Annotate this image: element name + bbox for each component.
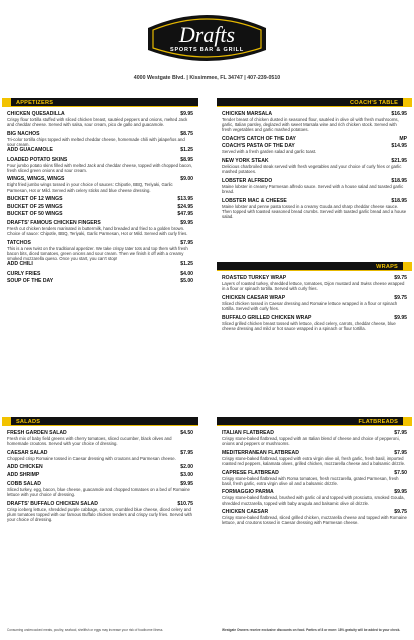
menu-item-price: $7.95: [180, 449, 193, 456]
menu-item-name: CHICKEN QUESADILLA: [7, 111, 65, 117]
menu-item-price: $9.95: [180, 480, 193, 487]
menu-item-description: Crispy stone-baked flatbread, brushed with garlic oil and topped with prosciutto, smoked Gouda, shredded mozzarella, topped with baby arugula and balsamic olive oil drizzle.: [222, 495, 405, 506]
menu-item-price: $4.00: [180, 270, 193, 277]
menu-item-description: Maine lobster in creamy Parmesan alfredo sauce. Served with a house salad and toasted garlic bread.: [222, 183, 404, 194]
menu-item-price: $7.95: [394, 449, 407, 456]
menu-item: [222, 143, 407, 154]
menu-item-name: FORMAGGIO PARMA: [222, 489, 274, 496]
menu-item: [7, 501, 193, 523]
menu-item: [222, 136, 407, 142]
menu-item: [7, 240, 193, 268]
menu-item-name: COACH'S PASTA OF THE DAY: [222, 143, 295, 150]
appetizers-section: [2, 98, 198, 286]
menu-item: [222, 158, 407, 174]
menu-item-name: CAESAR SALAD: [7, 449, 48, 456]
coaches-title: COACH'S TABLE: [350, 99, 398, 106]
menu-item: [7, 220, 193, 236]
menu-item: [7, 472, 193, 478]
bar-accent: [403, 262, 412, 271]
menu-item-description: Sliced chicken tossed in Caesar dressing and Romaine lettuce wrapped in a flour or spinach tortilla. Served with curly fries.: [222, 300, 398, 311]
appetizers-header-bar: [2, 98, 198, 107]
menu-item-price: $8.75: [180, 130, 193, 137]
menu-item-name: COBB SALAD: [7, 480, 41, 487]
menu-item: [222, 111, 407, 133]
menu-item-name: CHICKEN MARSALA: [222, 111, 273, 117]
coaches-header-bar: [217, 98, 412, 107]
menu-item-price: $9.95: [394, 489, 407, 496]
flatbreads-section: [217, 417, 412, 529]
menu-item: [7, 430, 193, 446]
menu-item-name: DRAFTS' FAMOUS CHICKEN FINGERS: [7, 219, 101, 226]
menu-item-price: $9.75: [394, 294, 407, 301]
menu-item-price: $9.95: [180, 219, 193, 226]
footer-owners-note: Westgate Owners receive exclusive discounts on food. Parties of 8 or more: 18% gratuity will be added to your check.: [222, 628, 401, 632]
menu-item-name: BUCKET OF 25 WINGS: [7, 203, 63, 210]
appetizers-title: APPETIZERS: [16, 99, 54, 106]
footer-disclaimer: Consuming undercooked meats, poultry, seafood, shellfish or eggs may increase your risk of foodborne illness.: [7, 628, 164, 632]
menu-item-description: Delicious charbroiled steak served with fresh vegetables and your choice of curly fries or garlic mashed potatoes.: [222, 163, 402, 175]
wraps-section: [217, 262, 412, 334]
menu-item-price: $4.50: [180, 430, 193, 436]
wraps-list: [217, 271, 412, 331]
menu-item-name: ROASTED TURKEY WRAP: [222, 275, 287, 281]
menu-item-price: $14.95: [391, 143, 407, 150]
menu-item-name: TATCHOS: [7, 239, 31, 246]
menu-item: [222, 509, 407, 525]
menu-item-description: Layers of roasted turkey, shredded lettuce, tomatoes, Dijon mustard and Swiss cheese wrapped in a flour or spinach tortilla. Served with curly fries.: [222, 281, 405, 292]
menu-item-description: Tender breast of chicken dusted in seasoned flour, sautéed in olive oil with fresh mushrooms, garlic, Italian parsley, deglazed with sweet Marsala wine and rich chicken stock. Served with fresh vegetables and garlic mashed potatoes.: [222, 117, 399, 133]
salads-list: [2, 426, 198, 522]
coaches-list: [217, 107, 412, 219]
menu-item-header: [7, 211, 193, 217]
address-line: 4000 Westgate Blvd. | Kissimmee, FL 34747 | 407-239-0510: [133, 75, 281, 81]
salads-section: [2, 417, 198, 526]
menu-item-price: $18.95: [391, 177, 407, 184]
menu-item-name: NEW YORK STEAK: [222, 157, 269, 164]
menu-item-name: BUCKET OF 12 WINGS: [7, 196, 63, 203]
addon-name: ADD GUACAMOLE: [7, 147, 53, 154]
menu-item-description: Four jumbo potato skins filled with melted Jack and cheddar cheese, topped with chopped bacon, fresh sliced green onions and sour cream.: [7, 162, 193, 173]
menu-item-description: Crispy stone-baked flatbread, topped with an Italian blend of cheese and choice of pepperoni, onions and peppers or mushrooms.: [222, 436, 400, 447]
menu-item-price: $8.95: [180, 156, 193, 163]
menu-item-name: CAPRESE FLATBREAD: [222, 469, 279, 476]
menu-item-name: ADD CHICKEN: [7, 464, 43, 471]
menu-item-description: Tri-color tortilla chips topped with melted cheddar cheese, homemade chili with jalapeños and sour cream.: [7, 136, 185, 147]
wraps-title: WRAPS: [376, 263, 398, 270]
menu-item-name: CHICKEN CAESAR: [222, 509, 269, 516]
menu-item-header: [7, 204, 193, 210]
menu-item-addon: [7, 261, 193, 267]
menu-item-price: $10.75: [177, 500, 193, 507]
addon-price: $1.25: [180, 261, 193, 268]
menu-item-name: MEDITERRANEAN FLATBREAD: [222, 449, 299, 456]
drafts-logo: [140, 6, 274, 70]
menu-item-name: COACH'S CATCH OF THE DAY: [222, 136, 296, 142]
flatbreads-list: [217, 426, 412, 526]
menu-item-price: $2.00: [180, 464, 193, 471]
menu-item-description: Fresh mix of baby field greens with cherry tomatoes, sliced cucumber, black olives and homemade croutons. Served with your choice of dressing.: [7, 436, 172, 447]
menu-item-header: [7, 196, 193, 202]
menu-item: [7, 204, 193, 210]
menu-item-name: LOBSTER ALFREDO: [222, 177, 273, 184]
wraps-header-bar: [217, 262, 412, 271]
menu-item-price: MP: [399, 136, 407, 142]
menu-item: [222, 430, 407, 446]
menu-item-price: $21.95: [391, 157, 407, 164]
menu-item-price: $7.50: [394, 469, 407, 476]
menu-item: [7, 211, 193, 217]
bar-accent: [2, 98, 11, 107]
menu-item-header: [7, 278, 193, 284]
menu-item: [7, 278, 193, 284]
menu-item-price: $18.95: [391, 197, 407, 204]
flatbreads-header-bar: [217, 417, 412, 426]
menu-item-description: Served with a fresh garden salad and garlic toast.: [222, 149, 317, 155]
menu-item-description: Crisp iceberg lettuce, shredded purple cabbage, carrots, crumbled blue cheese, diced celery and plum tomatoes topped with our famous Buffalo chicken tenders and crispy curly fries. Served with your choice of dressing.: [7, 506, 193, 522]
menu-item-name: LOBSTER MAC & CHEESE: [222, 197, 287, 204]
menu-item-description: Maine lobster and penne pasta tossed in a creamy Gouda and sharp cheddar cheese sauce. Then topped with toasted seasoned bread crumbs. Served with toasted garlic bread and a house salad.: [222, 203, 407, 219]
menu-item-header: [222, 136, 407, 142]
logo-subtitle: SPORTS BAR & GRILL: [170, 47, 244, 53]
menu-item-price: $3.00: [180, 471, 193, 478]
menu-item-name: BIG NACHOS: [7, 130, 40, 137]
menu-item-name: CHICKEN CAESAR WRAP: [222, 294, 286, 301]
menu-item: [222, 178, 407, 194]
menu-item: [7, 464, 193, 470]
bar-accent: [403, 98, 412, 107]
menu-item: [7, 131, 193, 153]
menu-item: [222, 295, 407, 311]
menu-item-price: $47.95: [177, 210, 193, 217]
menu-item-name: FRESH GARDEN SALAD: [7, 430, 67, 436]
menu-item-price: $5.00: [180, 278, 193, 285]
menu-item: [7, 157, 193, 173]
menu-item-description: This is a new twist on the traditional appetizer. We take crispy tater tots and top them with fresh bacon bits, diced tomatoes, green onions and sour cream. Then we finish it off with a creamy smoked mozzarella queso. Once you start, you can't stop!: [7, 245, 188, 262]
menu-item: [222, 275, 407, 291]
menu-item-name: CURLY FRIES: [7, 270, 41, 277]
menu-item: [7, 111, 193, 127]
menu-item-description: Crispy stone-baked flatbread with Roma tomatoes, fresh mozzarella, grated Parmesan, fresh basil, fresh garlic, extra virgin olive oil and a balsamic drizzle.: [222, 475, 399, 486]
coaches-table-section: [217, 98, 412, 223]
salads-title: SALADS: [16, 418, 41, 425]
menu-item-name: BUCKET OF 50 WINGS: [7, 210, 63, 217]
bar-accent: [403, 417, 412, 426]
menu-item-price: $16.95: [391, 111, 407, 117]
menu-item: [7, 271, 193, 277]
menu-item-name: DRAFTS' BUFFALO CHICKEN SALAD: [7, 500, 98, 507]
menu-item-description: Crispy flour tortilla stuffed with sliced chicken breast, sautéed peppers and onions, melted Jack and cheddar cheese. Served with salsa, sour cream, pico de gallo and guacamole.: [7, 117, 188, 128]
addon-price: $1.25: [180, 147, 193, 154]
bar-accent: [2, 417, 11, 426]
menu-item-name: BUFFALO GRILLED CHICKEN WRAP: [222, 314, 312, 321]
menu-item-price: $13.95: [177, 196, 193, 203]
menu-item: [7, 196, 193, 202]
menu-item: [7, 481, 193, 497]
menu-item-price: $9.75: [394, 509, 407, 516]
menu-item: [7, 450, 193, 461]
menu-item-description: Sliced turkey, egg, bacon, blue cheese, guacamole and chopped tomatoes on a bed of Romaine lettuce with your choice of dressing.: [7, 486, 190, 497]
menu-item: [222, 450, 407, 466]
addon-name: ADD CHILI: [7, 261, 33, 268]
menu-item-description: Eight fried jumbo wings tossed in your choice of sauces: Chipotle, BBQ, Teriyaki, Garlic Parmesan, Hot or Mild. Served with celery sticks and blue cheese dressing.: [7, 182, 173, 193]
menu-item-price: $24.95: [177, 203, 193, 210]
menu-item: [222, 315, 407, 331]
menu-item-price: $7.95: [394, 430, 407, 436]
menu-item-name: ITALIAN FLATBREAD: [222, 430, 274, 436]
menu-item-description: Crispy stone-baked flatbread, sliced grilled chicken, mozzarella cheese and topped with Romaine lettuce, and croutons tossed in Caesar dressing with Parmesan cheese.: [222, 515, 407, 526]
menu-item-price: $9.95: [180, 111, 193, 117]
menu-item: [7, 176, 193, 192]
menu-item-header: [7, 464, 193, 470]
menu-item-price: $9.75: [394, 275, 407, 281]
salads-header-bar: [2, 417, 198, 426]
menu-item: [222, 489, 407, 505]
menu-item-name: WINGS, WINGS, WINGS: [7, 176, 65, 183]
menu-item-name: SOUP OF THE DAY: [7, 278, 54, 285]
menu-item-name: LOADED POTATO SKINS: [7, 156, 68, 163]
menu-item-addon: [7, 147, 193, 153]
menu-header: [0, 0, 414, 90]
menu-item-description: Fresh cut chicken tenders marinated in buttermilk, hand breaded and fried to a golden brown. Choice of sauce: Chipotle, BBQ, Teriyaki, Garlic Parmesan, Hot or Mild. Served with curly fries.: [7, 225, 188, 237]
menu-item-header: [7, 271, 193, 277]
menu-item-price: $7.95: [180, 239, 193, 246]
menu-item-description: Chopped crisp Romaine tossed in Caesar dressing with croutons and Parmesan cheese.: [7, 455, 176, 461]
menu-item-price: $9.95: [394, 314, 407, 321]
menu-item-price: $9.00: [180, 176, 193, 183]
menu-item: [222, 470, 407, 486]
menu-item-name: ADD SHRIMP: [7, 471, 40, 478]
menu-item: [222, 198, 407, 220]
menu-item-description: Crispy stone-baked flatbread, topped with extra virgin olive oil, fresh garlic, fresh basil, imported roasted red peppers, kalamata olives, grilled chicken, mozzarella cheese and a balsamic drizzle.: [222, 455, 406, 466]
logo-text: Drafts: [178, 22, 236, 47]
flatbreads-title: FLATBREADS: [358, 418, 398, 425]
appetizers-list: [2, 107, 198, 284]
menu-item-description: Sliced grilled chicken breast tossed with lettuce, diced celery, carrots, cheddar cheese, blue cheese dressing and mild or hot sauce wrapped in a spinach or flour tortilla.: [222, 320, 396, 331]
menu-item-header: [7, 472, 193, 478]
